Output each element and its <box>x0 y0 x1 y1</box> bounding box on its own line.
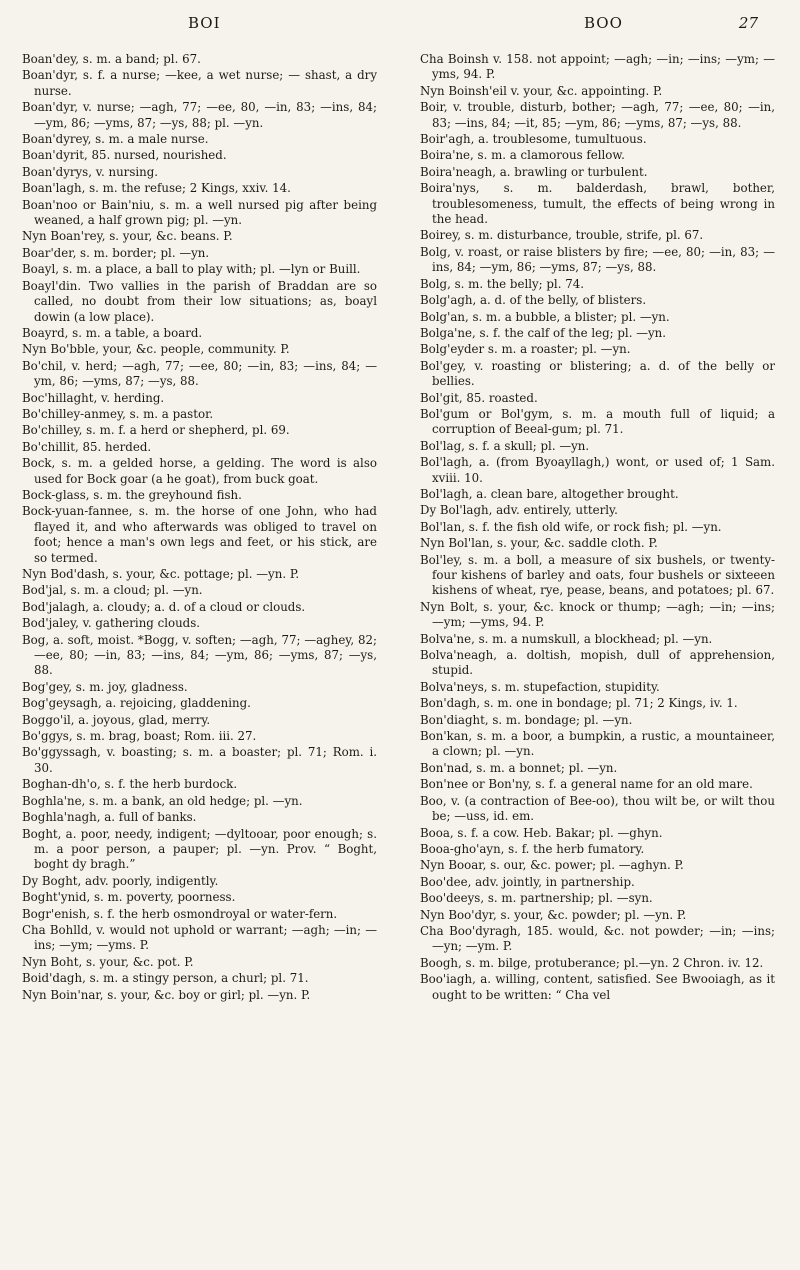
dictionary-entry: Bock, s. m. a gelded horse, a gelding. The word is also used for Bock goar (a he goat), from buck goat. <box>22 456 377 486</box>
dictionary-entry: Boghla'nagh, a. full of banks. <box>22 810 197 825</box>
dictionary-entry: Boc'hillaght, v. herding. <box>22 390 165 405</box>
dictionary-entry: Booa-gho'ayn, s. f. the herb fumatory. <box>420 841 645 856</box>
left-running-head: BOI <box>188 14 221 32</box>
dictionary-entry: Nyn Bod'dash, s. your, &c. pottage; pl. —yn. P. <box>22 567 300 581</box>
dictionary-entry: Bod'jaley, v. gathering clouds. <box>22 616 201 631</box>
dictionary-entry: Bolg, s. m. the belly; pl. 74. <box>420 276 584 291</box>
dictionary-entry: Bog, a. soft, moist. *Bogg, v. soften; —agh, 77; —aghey, 82; —ee, 80; —in, 83; —ins, 84; —ym, 86; —yms, 87; —ys, 88. <box>22 632 377 678</box>
dictionary-entry: Boan'dyrit, 85. nursed, nourished. <box>22 148 227 163</box>
dictionary-entry: Boir'agh, a. troublesome, tumultuous. <box>420 132 647 147</box>
dictionary-entry: Bol'lan, s. f. the fish old wife, or rock fish; pl. —yn. <box>420 519 722 534</box>
dictionary-entry: Bon'nad, s. m. a bonnet; pl. —yn. <box>420 760 618 775</box>
dictionary-entry: Bol'gey, v. roasting or blistering; a. d. of the belly or bellies. <box>420 358 775 389</box>
dictionary-entry: Boo'iagh, a. willing, content, satisfied. See Bwooiagh, as it ought to be written: “ Cha vel <box>420 972 775 1002</box>
dictionary-entry: Boayl, s. m. a place, a ball to play with; pl. —lyn or Buill. <box>22 262 361 277</box>
dictionary-entry: Bod'jal, s. m. a cloud; pl. —yn. <box>22 583 203 598</box>
dictionary-entry: Bo'ggys, s. m. brag, boast; Rom. iii. 27. <box>22 729 257 744</box>
page-header <box>24 14 776 40</box>
dictionary-entry: Boghan-dh'o, s. f. the herb burdock. <box>22 777 238 792</box>
dictionary-entry: Boan'noo or Bain'niu, s. m. a well nursed pig after being weaned, a half grown pig; pl. —yn. <box>22 197 377 228</box>
dictionary-entry: Boo'dee, adv. jointly, in partnership. <box>420 874 635 889</box>
dictionary-entry: Bol'ley, s. m. a boll, a measure of six bushels, or twenty-four kishens of barley and oats, four bushels or sixteeen kishens of wheat, rye, pease, beans, and potatoes; pl. 67. <box>420 552 775 598</box>
dictionary-entry: Bock-glass, s. m. the greyhound fish. <box>22 487 242 502</box>
dictionary-entry: Boggo'il, a. joyous, glad, merry. <box>22 712 211 727</box>
dictionary-entry: Boan'dey, s. m. a band; pl. 67. <box>22 52 201 66</box>
left-column <box>22 52 377 1004</box>
dictionary-entry: Booa, s. f. a cow. Heb. Bakar; pl. —ghyn. <box>420 825 663 840</box>
dictionary-entry: Boght'ynid, s. m. poverty, poorness. <box>22 890 236 905</box>
dictionary-entry: Boir, v. trouble, disturb, bother; —agh, 77; —ee, 80; —in, 83; —ins, 84; —it, 85; —ym, 86; —yms, 87; —ys, 88. <box>420 100 775 130</box>
dictionary-entry: Bolg'an, s. m. a bubble, a blister; pl. —yn. <box>420 309 670 324</box>
dictionary-entry: Nyn Boo'dyr, s. your, &c. powder; pl. —yn. P. <box>420 907 687 922</box>
dictionary-entry: Bo'ggyssagh, v. boasting; s. m. a boaster; pl. 71; Rom. i. 30. <box>22 745 377 775</box>
dictionary-entry: Boo, v. (a contraction of Bee-oo), thou wilt be, or wilt thou be; —uss, id. em. <box>420 793 775 824</box>
dictionary-entry: Bol'lagh, a. (from Byoayllagh,) wont, or used of; 1 Sam. xviii. 10. <box>420 455 775 485</box>
dictionary-entry: Cha Boinsh v. 158. not appoint; —agh; —in; —ins; —ym; —yms, 94. P. <box>420 52 775 82</box>
dictionary-entry: Bo'chilley, s. m. f. a herd or shepherd, pl. 69. <box>22 423 290 438</box>
dictionary-entry: Bod'jalagh, a. cloudy; a. d. of a cloud or clouds. <box>22 599 306 614</box>
dictionary-entry: Bon'kan, s. m. a boor, a bumpkin, a rustic, a mountaineer, a clown; pl. —yn. <box>420 729 775 759</box>
dictionary-entry: Dy Boght, adv. poorly, indigently. <box>22 873 219 888</box>
dictionary-entry: Boghla'ne, s. m. a bank, an old hedge; pl. —yn. <box>22 793 303 808</box>
page-number: 27 <box>738 14 758 32</box>
dictionary-entry: Nyn Boinsh'eil v. your, &c. appointing. P. <box>420 83 663 98</box>
dictionary-entry: Boght, a. poor, needy, indigent; —dyltooar, poor enough; s. m. a poor person, a pauper; pl. —yn. Prov. “ Boght, boght dy bragh.” <box>22 826 377 872</box>
dictionary-entry: Bol'gum or Bol'gym, s. m. a mouth full of liquid; a corruption of Beeal-gum; pl. 71. <box>420 406 775 437</box>
dictionary-entry: Boan'dyrys, v. nursing. <box>22 164 159 179</box>
dictionary-entry: Boira'neagh, a. brawling or turbulent. <box>420 164 648 179</box>
dictionary-entry: Boid'dagh, s. m. a stingy person, a churl; pl. 71. <box>22 971 309 986</box>
dictionary-entry: Nyn Bol'lan, s. your, &c. saddle cloth. P. <box>420 536 658 551</box>
dictionary-entry: Bolva'ne, s. m. a numskull, a blockhead; pl. —yn. <box>420 631 713 646</box>
dictionary-entry: Bo'chil, v. herd; —agh, 77; —ee, 80; —in, 83; —ins, 84; —ym, 86; —yms, 87; —ys, 88. <box>22 358 377 389</box>
dictionary-entry: Bol'lag, s. f. a skull; pl. —yn. <box>420 438 590 453</box>
dictionary-entry: Boirey, s. m. disturbance, trouble, strife, pl. 67. <box>420 228 704 243</box>
dictionary-entry: Bon'nee or Bon'ny, s. f. a general name for an old mare. <box>420 777 753 792</box>
dictionary-entry: Boogh, s. m. bilge, protuberance; pl.—yn. 2 Chron. iv. 12. <box>420 955 764 970</box>
dictionary-entry: Bock-yuan-fannee, s. m. the horse of one John, who had flayed it, and who afterwards was obliged to travel on foot; hence a man's own legs and feet, or his stick, are so termed. <box>22 504 377 565</box>
dictionary-entry: Boira'ne, s. m. a clamorous fellow. <box>420 148 625 163</box>
dictionary-entry: Bolva'neagh, a. doltish, mopish, dull of apprehension, stupid. <box>420 648 775 678</box>
dictionary-entry: Boira'nys, s. m. balderdash, brawl, bother, troublesomeness, tumult, the effects of being wrong in the head. <box>420 181 775 227</box>
dictionary-entry: Bol'git, 85. roasted. <box>420 390 538 405</box>
dictionary-entry: Bog'geysagh, a. rejoicing, gladdening. <box>22 696 251 711</box>
dictionary-entry: Nyn Boan'rey, s. your, &c. beans. P. <box>22 229 233 244</box>
dictionary-entry: Bolva'neys, s. m. stupefaction, stupidity. <box>420 679 660 694</box>
dictionary-entry: Bogr'enish, s. f. the herb osmondroyal or water-fern. <box>22 906 338 921</box>
dictionary-entry: Bon'diaght, s. m. bondage; pl. —yn. <box>420 712 633 727</box>
right-column <box>420 52 775 1004</box>
dictionary-entry: Bo'chilley-anmey, s. m. a pastor. <box>22 406 214 421</box>
dictionary-entry: Bolg, v. roast, or raise blisters by fire; —ee, 80; —in, 83; —ins, 84; —ym, 86; —yms, 87; —ys, 88. <box>420 244 775 275</box>
dictionary-entry: Nyn Bolt, s. your, &c. knock or thump; —agh; —in; —ins; —ym; —yms, 94. P. <box>420 599 775 630</box>
dictionary-entry: Nyn Booar, s. our, &c. power; pl. —aghyn. P. <box>420 858 684 873</box>
dictionary-entry: Cha Bohlld, v. would not uphold or warrant; —agh; —in; —ins; —ym; —yms. P. <box>22 922 377 953</box>
dictionary-entry: Nyn Boht, s. your, &c. pot. P. <box>22 954 194 969</box>
dictionary-entry: Nyn Bo'bble, your, &c. people, community. P. <box>22 342 290 357</box>
dictionary-entry: Bo'chillit, 85. herded. <box>22 439 152 454</box>
dictionary-entry: Boan'dyr, s. f. a nurse; —kee, a wet nurse; — shast, a dry nurse. <box>22 68 377 98</box>
dictionary-entry: Bolga'ne, s. f. the calf of the leg; pl. —yn. <box>420 325 667 340</box>
dictionary-entry: Boan'lagh, s. m. the refuse; 2 Kings, xxiv. 14. <box>22 181 291 196</box>
dictionary-entry: Dy Bol'lagh, adv. entirely, utterly. <box>420 503 618 518</box>
dictionary-entry: Boan'dyrey, s. m. a male nurse. <box>22 132 209 147</box>
dictionary-entry: Nyn Boin'nar, s. your, &c. boy or girl; pl. —yn. P. <box>22 987 311 1002</box>
dictionary-entry: Bog'gey, s. m. joy, gladness. <box>22 679 188 694</box>
dictionary-entry: Bol'lagh, a. clean bare, altogether brought. <box>420 486 679 501</box>
dictionary-entry: Boayrd, s. m. a table, a board. <box>22 325 203 340</box>
dictionary-entry: Cha Boo'dyragh, 185. would, &c. not powder; —in; —ins; —yn; —ym. P. <box>420 923 775 954</box>
dictionary-entry: Boan'dyr, v. nurse; —agh, 77; —ee, 80, —in, 83; —ins, 84; —ym, 86; —yms, 87; —ys, 88; pl. —yn. <box>22 100 377 130</box>
dictionary-entry: Bolg'agh, a. d. of the belly, of blisters. <box>420 293 647 308</box>
dictionary-entry: Boar'der, s. m. border; pl. —yn. <box>22 245 210 260</box>
dictionary-entry: Boayl'din. Two vallies in the parish of Braddan are so called, no doubt from their low situations; as, boayl dowin (a low place). <box>22 278 377 324</box>
right-running-head: BOO <box>584 14 623 32</box>
dictionary-entry: Boo'deeys, s. m. partnership; pl. —syn. <box>420 891 653 906</box>
dictionary-entry: Bolg'eyder s. m. a roaster; pl. —yn. <box>420 342 631 357</box>
dictionary-entry: Bon'dagh, s. m. one in bondage; pl. 71; 2 Kings, iv. 1. <box>420 696 738 711</box>
